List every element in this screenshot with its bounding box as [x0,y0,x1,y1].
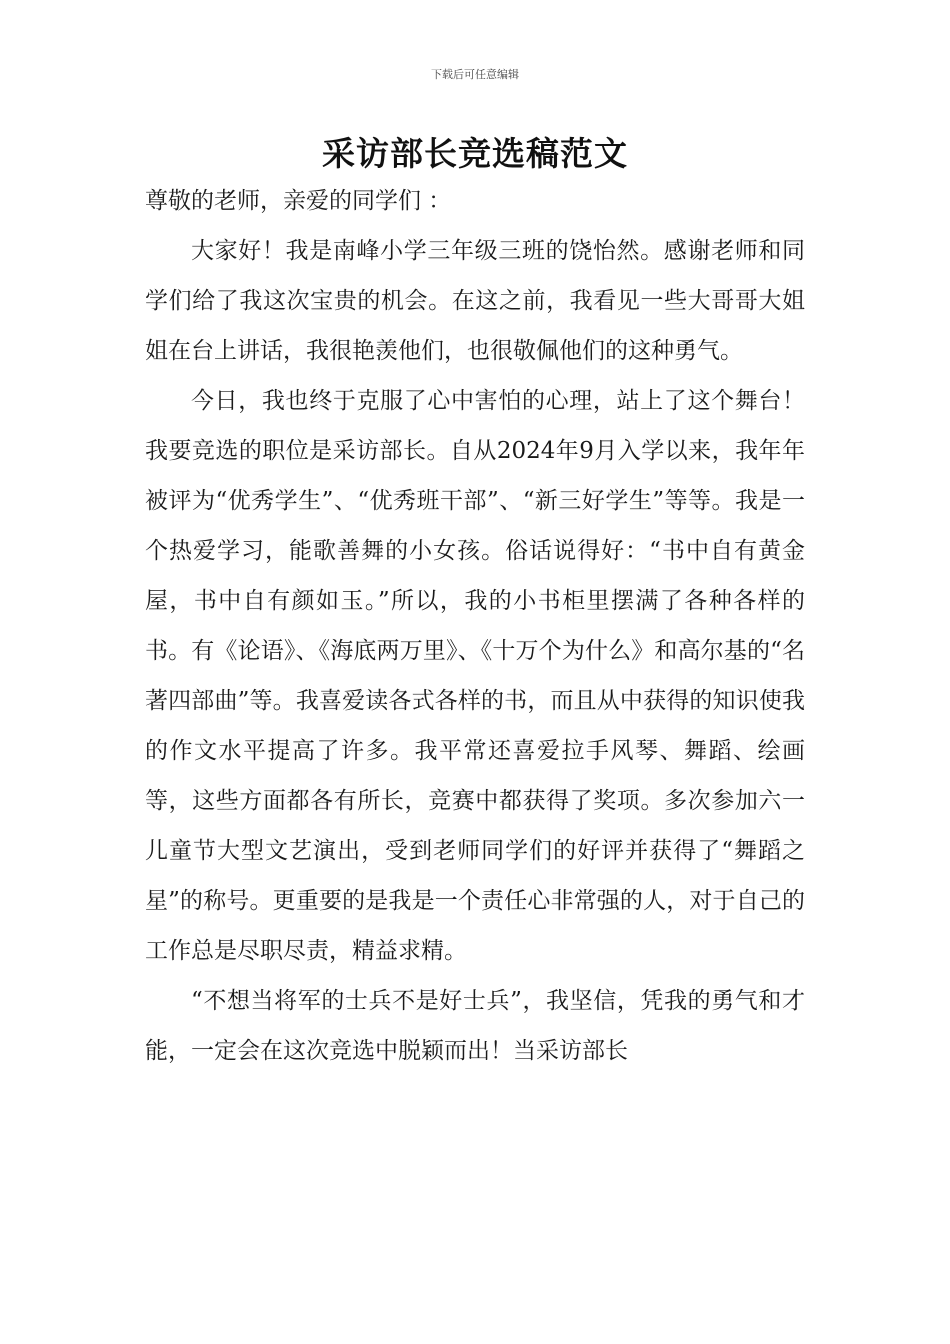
paragraph-2: 今日，我也终于克服了心中害怕的心理，站上了这个舞台！我要竞选的职位是采访部长。自从2024年9月入学以来，我年年被评为“优秀学生”、“优秀班干部”、“新三好学生”等等。我是一个热爱学习，能歌善舞的小女孩。俗话说得好：“书中自有黄金屋，书中自有颜如玉。”所以，我的小书柜里摆满了各种各样的书。有《论语》、《海底两万里》、《十万个为什么》和高尔基的“名著四部曲”等。我喜爱读各式各样的书，而且从中获得的知识使我的作文水平提高了许多。我平常还喜爱拉手风琴、舞蹈、绘画等，这些方面都各有所长，竞赛中都获得了奖项。多次参加六一儿童节大型文艺演出，受到老师同学们的好评并获得了“舞蹈之星”的称号。更重要的是我是一个责任心非常强的人，对于自己的工作总是尽职尽责，精益求精。 [145,388,805,964]
paragraph-3: “不想当将军的士兵不是好士兵”，我坚信，凭我的勇气和才能，一定会在这次竞选中脱颖而出！当采访部长 [145,988,805,1064]
paragraph-1: 大家好！我是南峰小学三年级三班的饶怡然。感谢老师和同学们给了我这次宝贵的机会。在这之前，我看见一些大哥哥大姐姐在台上讲话，我很艳羡他们，也很敬佩他们的这种勇气。 [145,238,805,364]
document-title: 采访部长竞选稿范文 [322,134,628,173]
document-body [145,180,805,1076]
salutation: 尊敬的老师，亲爱的同学们 ： [145,188,452,214]
page-header-note: 下载后可任意编辑 [431,68,519,81]
